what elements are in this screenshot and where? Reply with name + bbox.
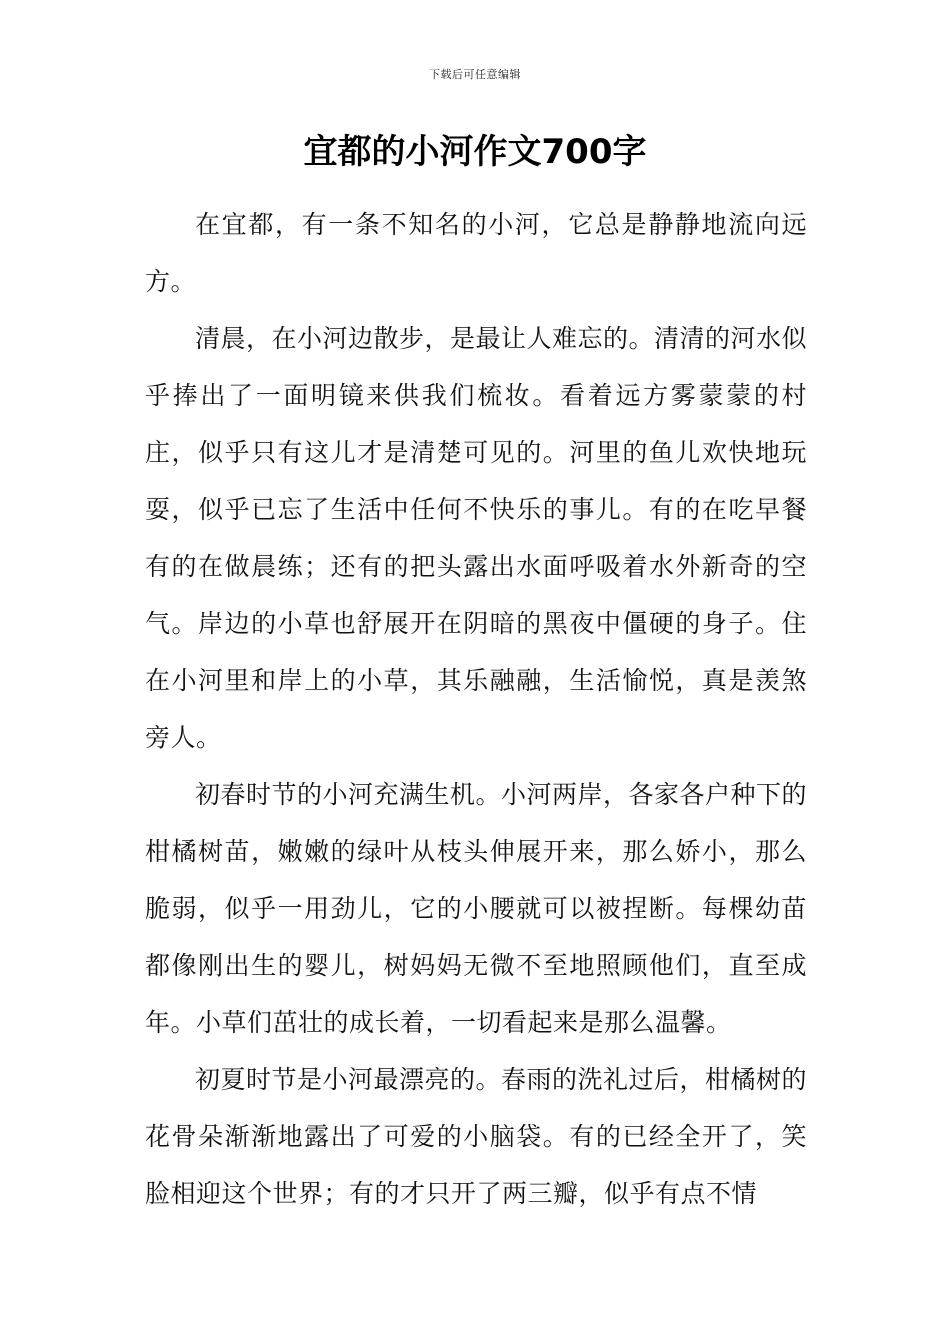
document-body [145,196,807,1222]
paragraph-4: 初夏时节是小河最漂亮的。春雨的洗礼过后，柑橘树的花骨朵渐渐地露出了可爱的小脑袋。有的已经全开了，笑脸相迎这个世界；有的才只开了两三瓣，似乎有点不情 [145,1065,808,1208]
paragraph-3: 初春时节的小河充满生机。小河两岸，各家各户种下的柑橘树苗，嫩嫩的绿叶从枝头伸展开来，那么娇小，那么脆弱，似乎一用劲儿，它的小腰就可以被捏断。每棵幼苗都像刚出生的婴儿，树妈妈无微不至地照顾他们，直至成年。小草们茁壮的成长着，一切看起来是那么温馨。 [145,780,808,1037]
document-title: 宜都的小河作文700字 [303,132,647,172]
paragraph-1: 在宜都，有一条不知名的小河，它总是静静地流向远方。 [145,210,807,296]
header-note: 下载后可任意编辑 [429,68,521,81]
paragraph-2: 清晨，在小河边散步，是最让人难忘的。清清的河水似乎捧出了一面明镜来供我们梳妆。看着远方雾蒙蒙的村庄，似乎只有这儿才是清楚可见的。河里的鱼儿欢快地玩耍，似乎已忘了生活中任何不快乐的事儿。有的在吃早餐有的在做晨练；还有的把头露出水面呼吸着水外新奇的空气。岸边的小草也舒展开在阴暗的黑夜中僵硬的身子。住在小河里和岸上的小草，其乐融融，生活愉悦，真是羡煞旁人。 [145,324,808,752]
